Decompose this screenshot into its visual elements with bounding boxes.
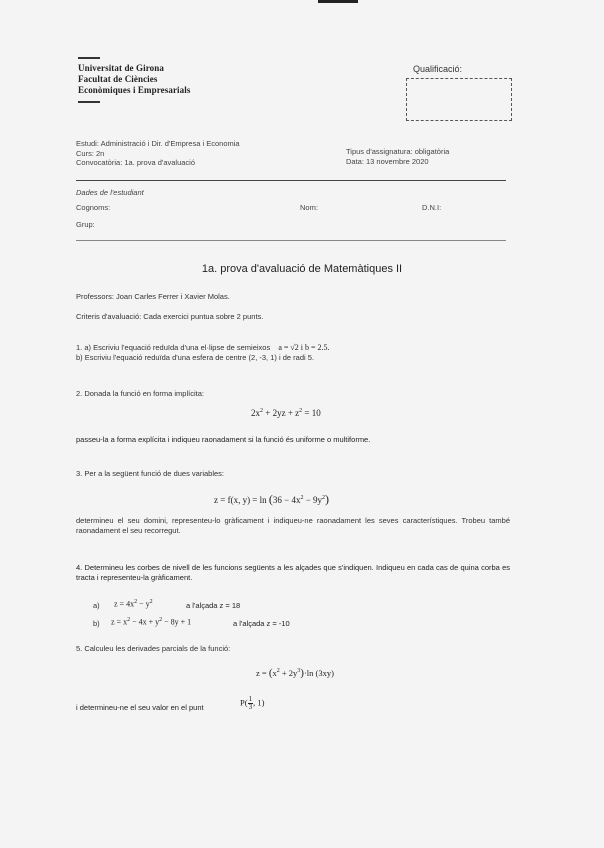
qualification-box[interactable] <box>406 78 512 121</box>
professors-line: Professors: Joan Carles Ferrer i Xavier Molas. <box>76 292 230 301</box>
logo-bottom-stroke <box>78 101 100 103</box>
q2-formula: $2x^2 + 2yz + z^2 = 10$ <box>251 408 321 418</box>
q5-formula: $z = (x^2 + 2y^3)\cdot\ln$ (3xy) <box>256 667 334 679</box>
q5-intro: 5. Calculeu les derivades parcials de la funció: <box>76 644 231 653</box>
logo-top-stroke <box>78 57 100 59</box>
q2-text: passeu-la a forma explícita i indiqueu raonadament si la funció és uniforme o multiforme. <box>76 435 371 444</box>
nom-field[interactable]: Nom: <box>300 203 318 212</box>
q5-point-prefix: P( <box>240 697 248 708</box>
q1-a <box>76 343 330 352</box>
estudi-line: Estudi: Administració i Dir. d'Empresa i Economia <box>76 139 240 148</box>
student-heading: Dades de l'estudiant <box>76 188 144 197</box>
separator-line-2 <box>76 240 506 241</box>
qualification-label: Qualificació: <box>413 64 463 74</box>
convocatoria-line: Convocatòria: 1a. prova d'avaluació <box>76 158 196 167</box>
q2-intro: 2. Donada la funció en forma implícita: <box>76 389 204 398</box>
faculty-name-line1: Facultat de Ciències <box>78 74 158 84</box>
q3-intro: 3. Per a la següent funció de dues variables: <box>76 469 225 478</box>
q1-a-text: 1. a) Escriviu l'equació reduïda d'una el·lipse de semieixos <box>76 343 271 352</box>
q5-point <box>240 696 264 711</box>
separator-line <box>76 180 506 181</box>
q4-b-formula: $z = x^2 - 4x + y^2 - 8y + 1$ <box>111 617 192 627</box>
q4-text: 4. Determineu les corbes de nivell de les funcions següents a les alçades que s'indiquen. Indiqueu en cada cas de quina corba es tracta i representeu-la gràficament. <box>76 563 510 582</box>
q5-point-suffix: , 1) <box>253 697 265 708</box>
q4-b-label: b) <box>93 619 100 628</box>
q5-text: i determineu-ne el seu valor en el punt <box>76 703 204 712</box>
q5-point-denominator: 3 <box>248 703 253 711</box>
university-block <box>78 63 190 96</box>
exam-title: 1a. prova d'avaluació de Matemàtiques II <box>201 263 403 275</box>
curs-line: Curs: 2n <box>76 149 105 158</box>
cognoms-field[interactable]: Cognoms: <box>76 203 111 212</box>
faculty-name-line2: Econòmiques i Empresarials <box>78 85 191 95</box>
q5-point-numerator: 1 <box>248 695 253 703</box>
q4-b-height: a l'alçada z = -10 <box>233 619 290 628</box>
q3-text: determineu el seu domini, representeu-lo gràficament i indiqueu-ne raonadament les seves característiques. Trobeu també raonadament el seu recorregut. <box>76 516 510 535</box>
q4-a-label: a) <box>93 601 100 610</box>
q1-b: b) Escriviu l'equació reduïda d'una esfera de centre (2, -3, 1) i de radi 5. <box>76 353 314 362</box>
tipus-line: Tipus d'assignatura: obligatòria <box>346 147 450 156</box>
q4-a-height: a l'alçada z = 18 <box>186 601 241 610</box>
page-top-mark <box>318 0 358 3</box>
grup-field[interactable]: Grup: <box>76 220 95 229</box>
university-name: Universitat de Girona <box>78 63 164 73</box>
q4-a-formula: $z = 4x^2 - y^2$ <box>114 599 153 609</box>
criteria-line: Criteris d'avaluació: Cada exercici puntua sobre 2 punts. <box>76 312 264 321</box>
q3-formula: z = f(x, $y) = \ln (36 - 4x^2 - 9y^2)$ <box>214 492 330 506</box>
q1-a-formula: a = √2 i b = 2.5. <box>278 343 330 352</box>
dni-field[interactable]: D.N.I: <box>422 203 442 212</box>
data-line: Data: 13 novembre 2020 <box>346 157 429 166</box>
